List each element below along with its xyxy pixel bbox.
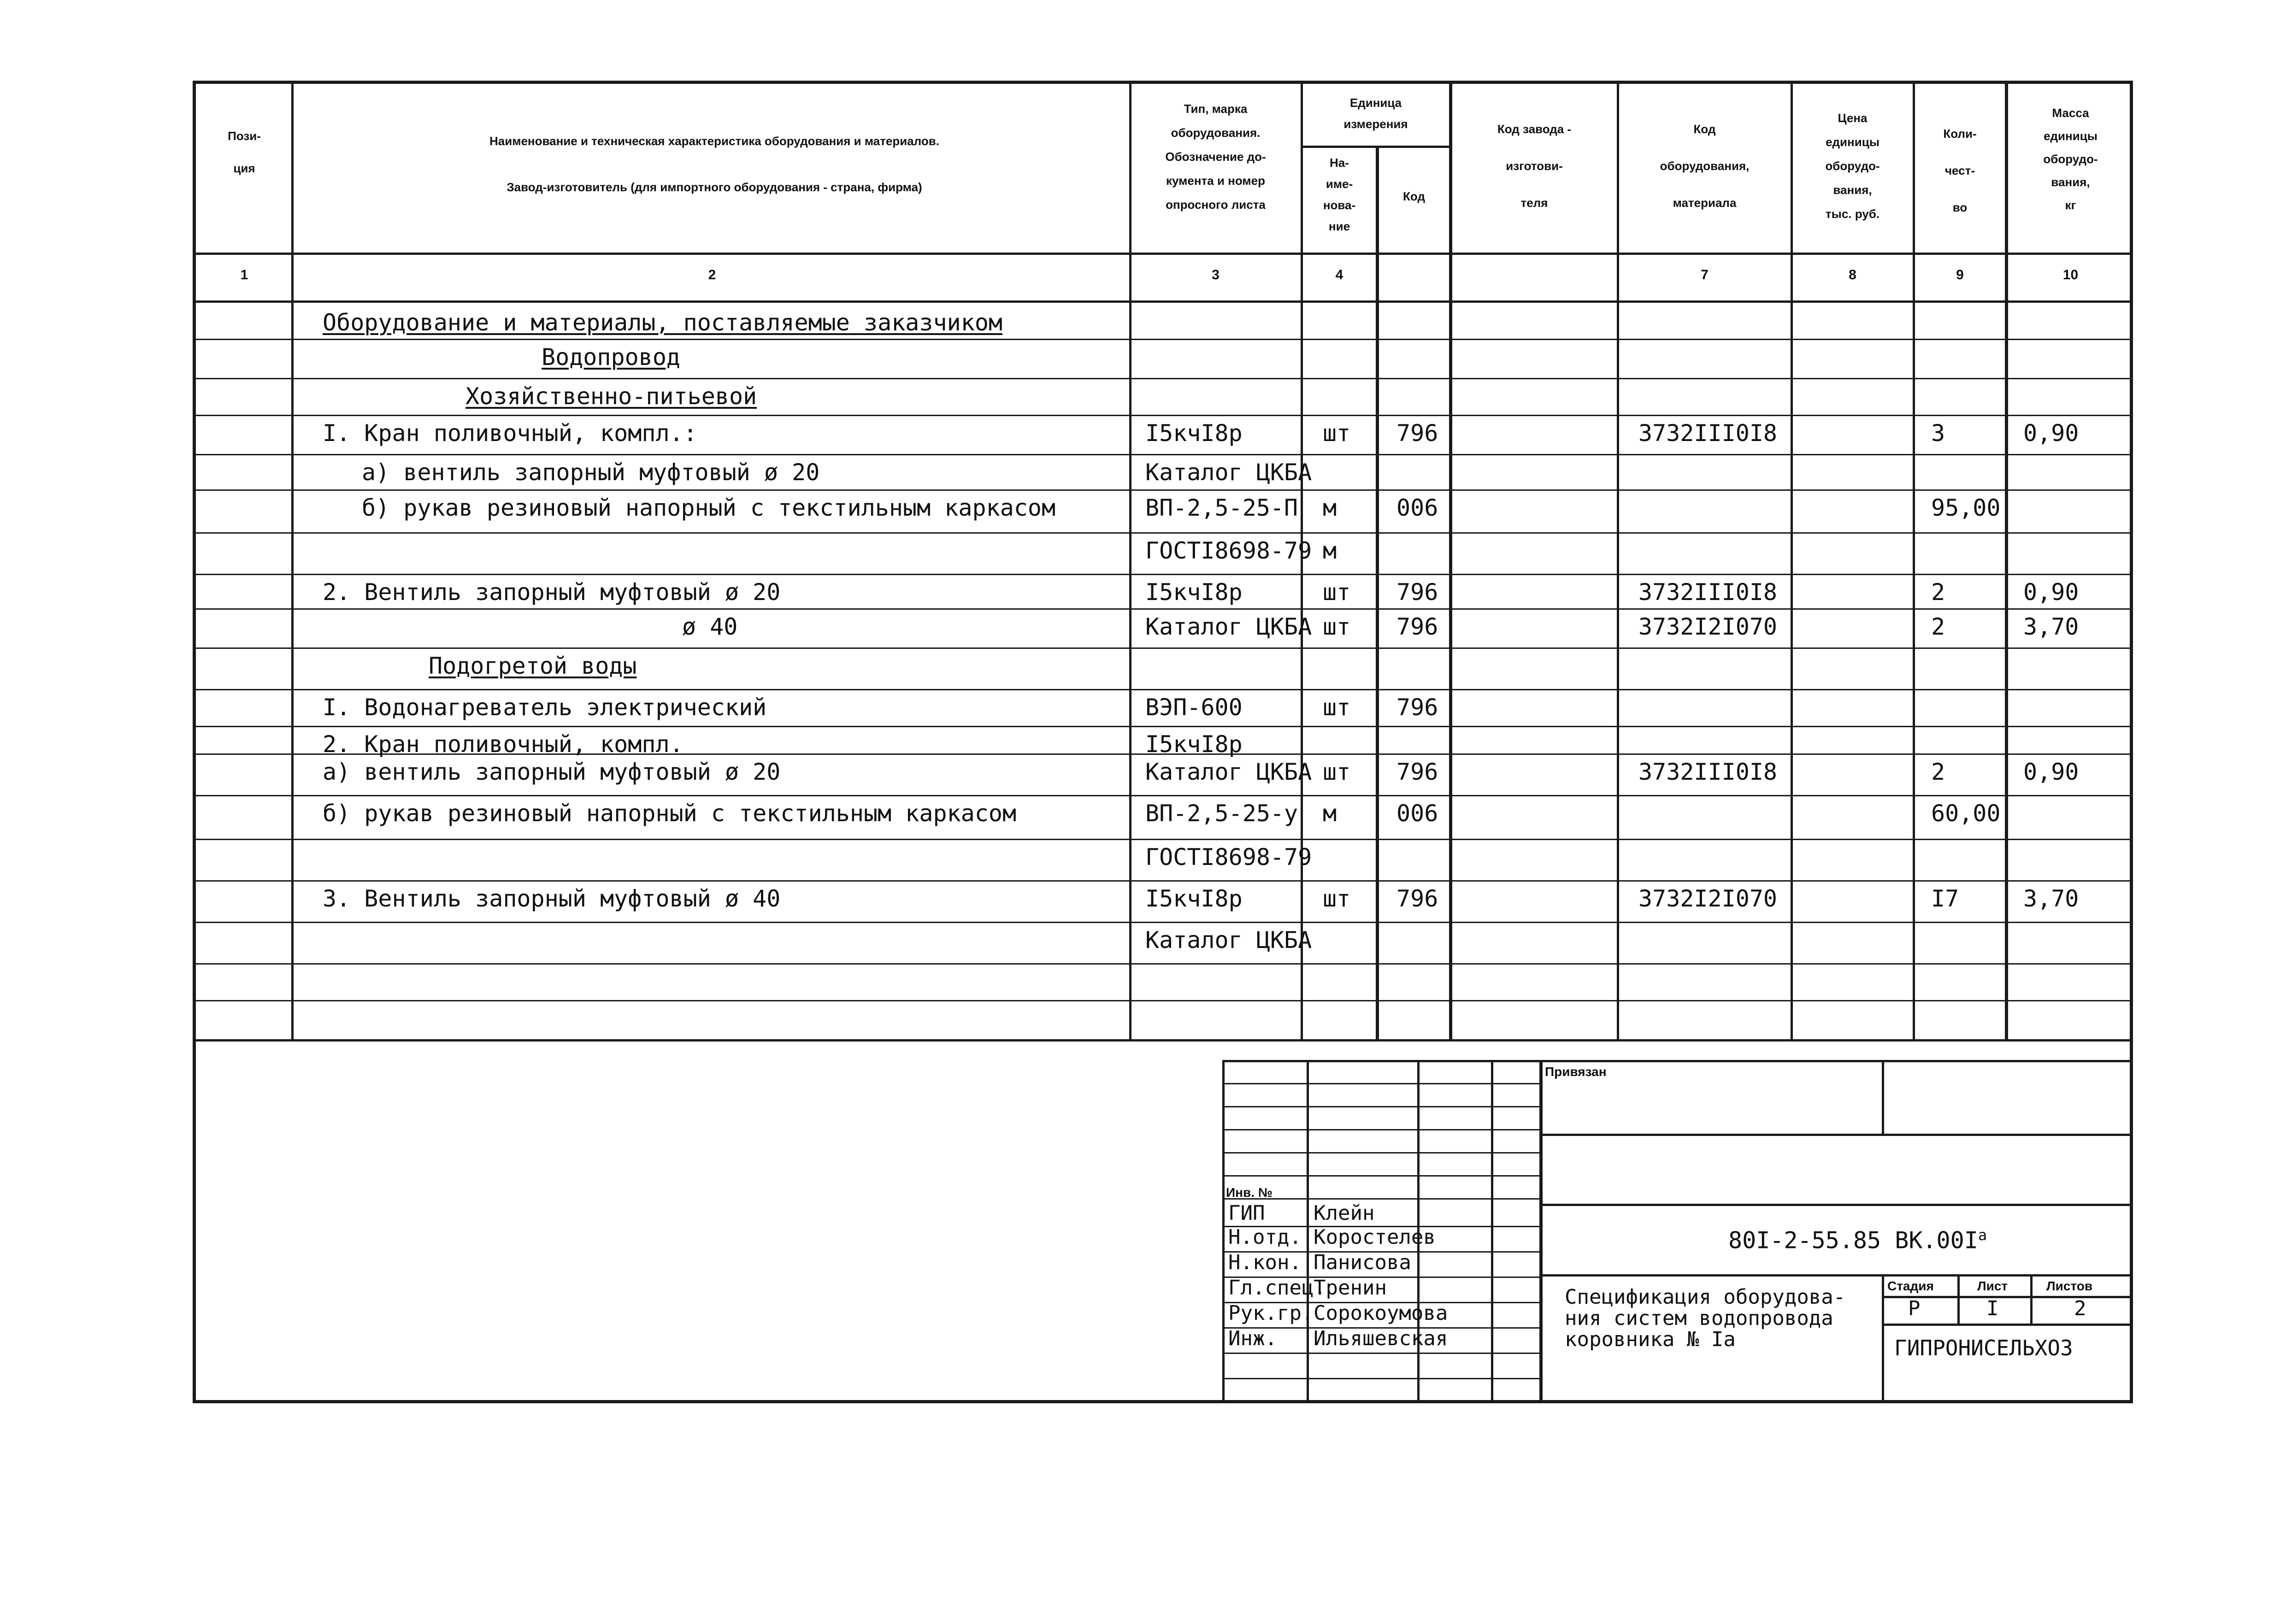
header-type: Тип, марка оборудования. Обозначение до- кумента и номер опросного листа: [1165, 102, 1266, 212]
header-position: Пози- ция: [228, 129, 261, 175]
row-mass: 0,90: [2023, 759, 2079, 785]
stamp-line-b: [1539, 1204, 2133, 1206]
row-unit: шт: [1323, 420, 1351, 447]
row-type: I5кчI8р: [1145, 579, 1243, 606]
row-line: [193, 839, 2133, 840]
table-bottom-line: [193, 1039, 2133, 1041]
row-type: Каталог ЦКБА: [1145, 459, 1312, 486]
colnum-8: 8: [1849, 267, 1856, 282]
row-line: [193, 880, 2133, 882]
row-line: [193, 415, 2133, 416]
signature-role: ГИП: [1228, 1201, 1265, 1225]
col-line-9: [2005, 81, 2008, 1041]
inventory-label: Инв. №: [1226, 1185, 1273, 1200]
row-unit-code: 796: [1396, 613, 1438, 640]
colnum-10: 10: [2062, 267, 2079, 282]
row-line: [193, 689, 2133, 690]
row-line: [193, 963, 2133, 965]
row-mass: 3,70: [2023, 885, 2079, 912]
stamp-grid-line: [1222, 1378, 1540, 1379]
col-line-1: [291, 81, 294, 1041]
row-type: Каталог ЦКБА: [1145, 613, 1312, 640]
row-line: [193, 726, 2133, 727]
stamp-line-a: [1539, 1134, 2133, 1136]
row-unit-code: 796: [1396, 759, 1438, 785]
row-unit-code: 006: [1396, 800, 1438, 827]
stamp-sig-col3: [1491, 1060, 1493, 1403]
row-name: б) рукав резиновый напорный с текстильным каркасом: [323, 800, 1017, 827]
title-line2: ния систем водопровода: [1565, 1306, 1833, 1330]
colnum-9: 9: [1956, 267, 1964, 282]
header-material-code: Код оборудования, материала: [1660, 122, 1750, 210]
colnum-1: 1: [240, 267, 248, 282]
signature-role: Гл.спец.: [1228, 1276, 1326, 1300]
row-unit: шт: [1323, 613, 1351, 640]
row-quantity: I7: [1931, 885, 1959, 912]
sheets-label: Листов: [2046, 1279, 2093, 1293]
colnum-3: 3: [1212, 267, 1220, 282]
row-name: I. Водонагреватель электрический: [323, 694, 767, 721]
colnum-4: 4: [1335, 267, 1343, 282]
stamp-grid-line: [1222, 1353, 1540, 1354]
row-name: I. Кран поливочный, компл.:: [323, 420, 697, 447]
signature-role: Рук.гр.: [1228, 1301, 1314, 1325]
stamp-grid-line: [1222, 1175, 1540, 1177]
row-line: [193, 454, 2133, 455]
row-quantity: 2: [1931, 759, 1945, 785]
row-line: [193, 489, 2133, 491]
row-type: I5кчI8р: [1145, 731, 1243, 758]
row-name: 2. Вентиль запорный муфтовый ø 20: [323, 579, 781, 606]
stage-value: Р: [1908, 1297, 1921, 1320]
stage-label: Стадия: [1887, 1279, 1934, 1293]
row-line: [193, 574, 2133, 575]
row-unit-code: 006: [1396, 494, 1438, 521]
row-name: б) рукав резиновый напорный с текстильным каркасом: [362, 494, 1056, 521]
row-name: Подогретой воды: [429, 653, 637, 679]
colnum-7: 7: [1701, 267, 1709, 282]
row-type: Каталог ЦКБА: [1145, 927, 1312, 953]
row-quantity: 60,00: [1931, 800, 2001, 827]
row-mass: 3,70: [2023, 613, 2079, 640]
header-name-line1: Наименование и техническая характеристика оборудования и материалов.: [489, 134, 939, 148]
colnum-2: 2: [708, 267, 716, 282]
row-line: [193, 378, 2133, 379]
title-line1: Спецификация оборудова-: [1565, 1285, 1846, 1309]
row-line: [193, 1000, 2133, 1001]
row-unit-code: 796: [1396, 579, 1438, 606]
row-unit: м: [1323, 537, 1337, 564]
stamp-line-c: [1539, 1274, 2133, 1277]
header-quantity: Коли- чест- во: [1943, 127, 1977, 214]
document-code-main: 80I-2-55.85 ВК.00I: [1728, 1227, 1978, 1254]
header-name-line2: Завод-изготовитель (для импортного оборудования - страна, фирма): [507, 180, 922, 194]
row-name: 3. Вентиль запорный муфтовый ø 40: [323, 885, 781, 912]
header-price: Цена единицы оборудо- вания, тыс. руб.: [1825, 111, 1880, 221]
row-line: [193, 795, 2133, 796]
row-line: [193, 608, 2133, 610]
stamp-stage-bottom-line: [1882, 1324, 2133, 1326]
row-name: Оборудование и материалы, поставляемые заказчиком: [323, 309, 1003, 336]
stamp-stage-split1: [1957, 1274, 1960, 1325]
row-type: I5кчI8р: [1145, 420, 1243, 447]
row-material-code: 3732I2I070: [1638, 885, 1778, 912]
stamp-grid-line: [1222, 1152, 1540, 1153]
row-name: а) вентиль запорный муфтовый ø 20: [362, 459, 820, 486]
row-quantity: 2: [1931, 579, 1945, 606]
row-unit: шт: [1323, 579, 1351, 606]
signature-name: Панисова: [1314, 1251, 1411, 1274]
row-type: Каталог ЦКБА: [1145, 759, 1312, 785]
row-material-code: 3732III0I8: [1638, 759, 1778, 785]
colnum-bottom-line: [193, 300, 2133, 303]
row-unit-code: 796: [1396, 420, 1438, 447]
row-type: ВЭП-600: [1145, 694, 1243, 721]
stamp-main-col: [1539, 1060, 1543, 1403]
header-unit-name: На- име- нова- ние: [1323, 156, 1356, 233]
stamp-sig-col1: [1307, 1060, 1309, 1403]
header-unit-code: Код: [1403, 189, 1425, 203]
signature-name: Тренин: [1314, 1276, 1387, 1300]
privyazan-label: Привязан: [1545, 1065, 1607, 1079]
row-unit: шт: [1323, 759, 1351, 785]
row-mass: 0,90: [2023, 579, 2079, 606]
row-line: [193, 922, 2133, 923]
signature-role: Н.отд.: [1228, 1225, 1302, 1249]
row-unit: шт: [1323, 694, 1351, 721]
row-name: Хозяйственно-питьевой: [465, 383, 757, 410]
sheet-label: Лист: [1977, 1279, 2008, 1293]
stamp-org-split: [1882, 1274, 1884, 1403]
signature-name: Коростелев: [1314, 1225, 1436, 1249]
signature-name: Сорокоумова: [1314, 1301, 1448, 1325]
row-material-code: 3732III0I8: [1638, 579, 1778, 606]
col-line-4: [1376, 146, 1379, 1041]
row-unit: м: [1323, 800, 1337, 827]
row-material-code: 3732III0I8: [1638, 420, 1778, 447]
row-unit-code: 796: [1396, 694, 1438, 721]
signature-role: Инж.: [1228, 1327, 1277, 1350]
sheet-value: I: [1986, 1297, 1999, 1320]
row-quantity: 3: [1931, 420, 1945, 447]
signature-name: Ильяшевская: [1314, 1327, 1448, 1350]
row-unit: шт: [1323, 885, 1351, 912]
row-type: ГОСТI8698-79: [1145, 844, 1312, 871]
stamp-left-line: [1222, 1060, 1225, 1403]
row-mass: 0,90: [2023, 420, 2079, 447]
row-quantity: 95,00: [1931, 494, 2001, 521]
row-material-code: 3732I2I070: [1638, 613, 1778, 640]
document-code: [1728, 1224, 1987, 1252]
row-type: ГОСТI8698-79: [1145, 537, 1312, 564]
row-name: ø 40: [682, 613, 738, 640]
row-name: Водопровод: [542, 344, 681, 371]
header-factory-code: Код завода - изготови- теля: [1497, 122, 1572, 210]
stamp-stage-split2: [2030, 1274, 2033, 1325]
signature-role: Н.кон.: [1228, 1251, 1302, 1274]
row-unit: м: [1323, 494, 1337, 521]
header-bottom-line: [193, 253, 2133, 255]
row-line: [193, 647, 2133, 649]
row-unit-code: 796: [1396, 885, 1438, 912]
row-type: ВП-2,5-25-П: [1145, 494, 1298, 521]
row-line: [193, 532, 2133, 534]
col-line-5: [1449, 81, 1452, 1041]
col-line-2: [1129, 81, 1131, 1041]
organization: ГИПРОНИСЕЛЬХОЗ: [1894, 1336, 2073, 1360]
stamp-grid-line: [1222, 1083, 1540, 1084]
header-unit-group: Единица измерения: [1343, 96, 1408, 131]
row-quantity: 2: [1931, 613, 1945, 640]
header-mass: Масса единицы оборудо- вания, кг: [2043, 106, 2098, 212]
signature-name: Клейн: [1314, 1201, 1375, 1225]
row-type: ВП-2,5-25-у: [1145, 800, 1298, 827]
row-line: [193, 339, 2133, 340]
sheets-value: 2: [2074, 1297, 2086, 1320]
row-type: I5кчI8р: [1145, 885, 1243, 912]
row-name: а) вентиль запорный муфтовый ø 20: [323, 759, 781, 785]
stamp-grid-line: [1222, 1129, 1540, 1130]
unit-group-line: [1301, 146, 1449, 148]
stamp-top-line: [1222, 1060, 2133, 1062]
stamp-grid-line: [1222, 1106, 1540, 1107]
title-line3: коровника № Iа: [1565, 1328, 1736, 1351]
row-name: 2. Кран поливочный, компл.: [323, 731, 683, 758]
col-line-6: [1617, 81, 1619, 1041]
stamp-privyazan-split: [1882, 1060, 1884, 1135]
document-code-sup: а: [1978, 1226, 1987, 1244]
